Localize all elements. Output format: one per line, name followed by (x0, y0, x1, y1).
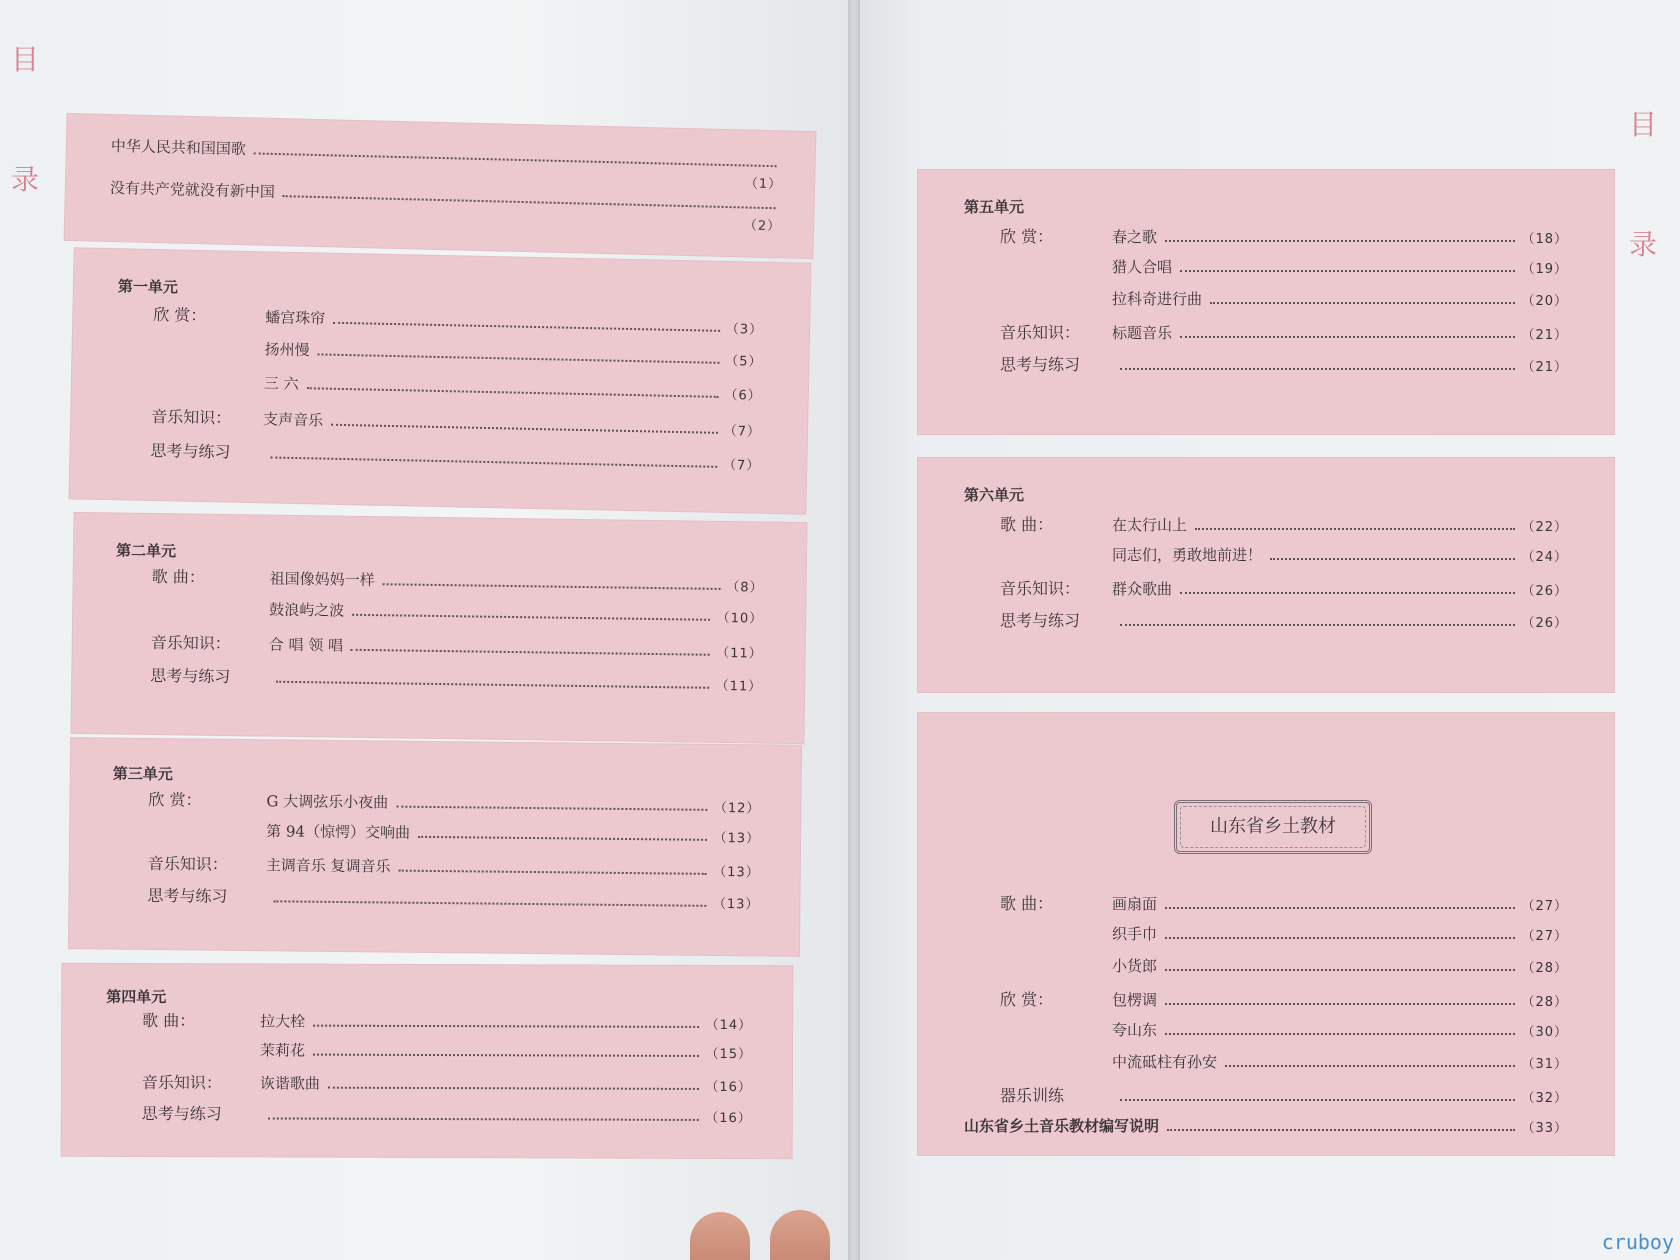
entry-label: 中流砥柱有孙安 (1112, 1053, 1218, 1071)
entry-label: 群众歌曲 (1112, 580, 1173, 598)
toc-entry[interactable] (1000, 576, 1568, 599)
dot-leader (1165, 1032, 1515, 1035)
side-title-right (1626, 95, 1660, 275)
toc-entry[interactable] (1000, 891, 1568, 914)
entry-page: （26） (1521, 616, 1568, 631)
toc-entry[interactable] (148, 819, 760, 846)
entry-category: 音乐知识： (141, 1073, 222, 1093)
dot-leader (383, 582, 721, 590)
toc-entry[interactable] (152, 336, 762, 370)
entry-category: 欣 赏： (1000, 227, 1054, 246)
entry-page: （3） (725, 321, 764, 338)
entry-page: （24） (1521, 550, 1568, 565)
entry-page: （11） (716, 645, 763, 662)
toc-entry[interactable] (152, 370, 762, 404)
entry-label: 同志们，勇敢地前进！ (1112, 546, 1263, 564)
entry-page: （7） (722, 457, 761, 474)
entry-label: 拉大栓 (260, 1012, 306, 1031)
toc-entry[interactable] (1000, 512, 1568, 535)
entry-category (152, 357, 264, 359)
toc-entry[interactable] (152, 564, 764, 596)
toc-entry[interactable] (1000, 608, 1568, 631)
toc-entry[interactable] (151, 597, 763, 627)
entry-label: 夸山东 (1112, 1021, 1158, 1039)
entry-label: 茉莉花 (260, 1041, 306, 1060)
entry-page: （28） (1521, 995, 1568, 1010)
entry-label: 织手巾 (1112, 925, 1158, 943)
entry-category: 欣 赏： (1000, 990, 1054, 1009)
entry-page: （6） (724, 387, 762, 404)
unit-box-3 (69, 738, 801, 956)
dot-leader (396, 805, 708, 811)
entry-label: 诙谐歌曲 (259, 1074, 320, 1093)
entry-page: （28） (1521, 961, 1568, 976)
entry-label: 合 唱 领 唱 (268, 635, 344, 655)
entry-label: 在太行山上 (1112, 516, 1188, 534)
side-title-left-char-1: 目 (10, 43, 39, 76)
dot-leader (328, 1086, 699, 1090)
entry-label: 标题音乐 (1112, 324, 1173, 342)
entry-page: （13） (713, 830, 761, 847)
unit-box-5 (918, 170, 1614, 434)
entry-category: 音乐知识： (1000, 579, 1081, 598)
side-title-right-char-2: 录 (1628, 228, 1657, 261)
local-material-box (918, 713, 1614, 1155)
entry-label: 拉科奇进行曲 (1112, 290, 1203, 308)
entry-page: （8） (726, 580, 764, 596)
watermark: cruboy (1601, 1230, 1674, 1254)
toc-entry[interactable] (147, 883, 759, 912)
unit-title: 第四单元 (106, 987, 167, 1007)
entry-page: （30） (1521, 1025, 1568, 1040)
entry-page: （11） (715, 678, 763, 695)
unit-title: 第六单元 (964, 486, 1025, 504)
entry-label: 支声音乐 (262, 410, 324, 430)
dot-leader (1180, 335, 1515, 338)
toc-entry[interactable] (1000, 1083, 1568, 1106)
side-title-left (8, 30, 42, 210)
dot-leader (313, 1024, 699, 1028)
toc-entry[interactable] (1000, 320, 1568, 343)
dot-leader (1180, 269, 1515, 272)
side-title-right-char-1: 目 (1628, 108, 1657, 141)
toc-entry[interactable] (1000, 1019, 1568, 1040)
entry-category: 歌 曲： (151, 566, 205, 587)
unit-title: 第一单元 (117, 277, 179, 297)
entry-category: 思考与练习 (1000, 355, 1081, 374)
toc-entry[interactable] (151, 404, 761, 440)
toc-entry[interactable] (150, 663, 762, 695)
entry-label: 小货郎 (1112, 957, 1158, 975)
entry-category (152, 391, 264, 393)
entry-label: 第 94（惊愕）交响曲 (266, 822, 411, 842)
entry-page: （16） (705, 1079, 752, 1096)
dot-leader (1165, 906, 1515, 909)
entry-label: 山东省乡土音乐教材编写说明 (964, 1117, 1160, 1135)
entry-category: 思考与练习 (1000, 611, 1081, 630)
toc-entry-note[interactable] (964, 1115, 1568, 1136)
toc-entry[interactable] (150, 438, 760, 474)
toc-entry[interactable] (142, 1070, 752, 1095)
dot-leader (276, 680, 709, 689)
entry-page: （21） (1521, 328, 1568, 343)
toc-entry[interactable] (1000, 288, 1568, 309)
dot-leader (268, 1116, 699, 1121)
entry-page: （12） (713, 800, 761, 817)
local-material-frame (1174, 800, 1372, 854)
dot-leader (1165, 239, 1515, 242)
entry-category: 器乐训练 (1000, 1086, 1065, 1105)
entry-label: 祖国像妈妈一样 (269, 569, 375, 590)
entry-page: （19） (1521, 262, 1568, 277)
toc-entry[interactable] (1000, 987, 1568, 1010)
entry-label: 猎人合唱 (1112, 258, 1173, 276)
dot-leader (1120, 367, 1515, 370)
entry-page: （31） (1521, 1057, 1568, 1072)
toc-entry[interactable] (142, 1039, 752, 1062)
entry-category: 歌 曲： (1000, 894, 1054, 913)
entry-category: 音乐知识： (150, 632, 231, 654)
entry-label: 中华人民共和国国歌 (110, 136, 247, 159)
entry-label: 三 六 (263, 374, 299, 394)
dot-leader (333, 321, 720, 332)
dot-leader (1120, 1098, 1515, 1101)
local-material-title: 山东省乡土教材 (1210, 816, 1336, 837)
dot-leader (1270, 557, 1515, 560)
entry-category: 音乐知识： (147, 853, 228, 874)
dot-leader (1120, 623, 1515, 626)
dot-leader (352, 613, 710, 621)
dot-leader (318, 352, 720, 363)
entry-category: 思考与练习 (147, 885, 228, 906)
entry-page: （33） (1521, 1121, 1568, 1136)
entry-page: （21） (1521, 360, 1568, 375)
entry-page: （15） (705, 1046, 753, 1063)
dot-leader (307, 386, 719, 398)
dot-leader (1195, 527, 1515, 530)
entry-page: （7） (723, 423, 762, 440)
entry-label: 画扇面 (1112, 895, 1158, 913)
dot-leader (351, 648, 710, 656)
entry-category: 欣 赏： (153, 304, 207, 326)
entry-page: （18） (1521, 232, 1568, 247)
entry-page: （2） (743, 218, 782, 235)
anthem-box (65, 114, 816, 258)
dot-leader (418, 835, 708, 841)
entry-page: （1） (744, 176, 783, 193)
dot-leader (331, 423, 718, 434)
entry-page: （27） (1521, 899, 1568, 914)
entry-label: 春之歌 (1112, 228, 1158, 246)
entry-label: 主调音乐 复调音乐 (265, 856, 391, 876)
entry-page: （10） (716, 610, 764, 627)
entry-page: （27） (1521, 929, 1568, 944)
entry-page: （16） (705, 1110, 752, 1127)
toc-entry[interactable] (142, 1008, 752, 1033)
side-title-left-char-2: 录 (10, 163, 39, 196)
entry-category: 思考与练习 (141, 1104, 222, 1124)
entry-category: 歌 曲： (1000, 515, 1054, 534)
entry-label: 鼓浪屿之波 (269, 600, 345, 620)
unit-title: 第二单元 (115, 541, 177, 561)
entry-page: （14） (705, 1017, 753, 1034)
toc-entry[interactable] (1000, 352, 1568, 375)
entry-category: 思考与练习 (150, 665, 231, 687)
toc-entry[interactable] (148, 787, 760, 816)
dot-leader (270, 455, 717, 467)
dot-leader (1210, 301, 1515, 304)
unit-title: 第五单元 (964, 198, 1025, 216)
entry-label: 扬州慢 (264, 340, 310, 360)
dot-leader (399, 869, 708, 875)
dot-leader (1180, 591, 1515, 594)
toc-entry[interactable] (142, 1101, 752, 1126)
toc-entry[interactable] (153, 302, 763, 338)
entry-page: （13） (713, 864, 760, 881)
book-gutter (848, 0, 860, 1260)
toc-entry[interactable] (1000, 224, 1568, 247)
entry-page: （26） (1521, 584, 1568, 599)
entry-label: 没有共产党就没有新中国 (109, 178, 276, 201)
dot-leader (1165, 936, 1515, 939)
dot-leader (273, 899, 706, 907)
entry-category: 音乐知识： (1000, 323, 1081, 342)
entry-category: 思考与练习 (150, 440, 231, 462)
toc-entry[interactable] (148, 851, 760, 880)
unit-box-6 (918, 458, 1614, 692)
entry-label: 包楞调 (1112, 991, 1158, 1009)
unit-box-4 (62, 964, 793, 1159)
toc-entry[interactable] (1000, 955, 1568, 976)
dot-leader (1225, 1064, 1515, 1067)
entry-page: （20） (1521, 294, 1568, 309)
entry-category: 歌 曲： (142, 1011, 196, 1031)
entry-page: （13） (712, 896, 760, 913)
toc-entry[interactable] (1000, 923, 1568, 944)
entry-category (148, 840, 266, 841)
entry-category (151, 618, 269, 620)
entry-page: （22） (1521, 520, 1568, 535)
toc-entry[interactable] (151, 630, 763, 662)
unit-box-1 (69, 248, 810, 513)
entry-label: 蟠宫珠帘 (265, 308, 326, 328)
unit-box-2 (71, 513, 806, 743)
entry-page: （5） (725, 353, 763, 370)
unit-title: 第三单元 (112, 764, 173, 784)
toc-entry[interactable] (1000, 544, 1568, 565)
toc-entry[interactable] (1000, 1051, 1568, 1072)
dot-leader (1167, 1128, 1515, 1131)
dot-leader (1165, 968, 1515, 971)
dot-leader (1165, 1002, 1515, 1005)
entry-label: G 大调弦乐小夜曲 (266, 792, 389, 812)
entry-category: 欣 赏： (148, 789, 202, 810)
entry-category: 音乐知识： (150, 406, 232, 428)
toc-entry[interactable] (1000, 256, 1568, 277)
dot-leader (313, 1053, 699, 1057)
entry-page: （32） (1521, 1091, 1568, 1106)
